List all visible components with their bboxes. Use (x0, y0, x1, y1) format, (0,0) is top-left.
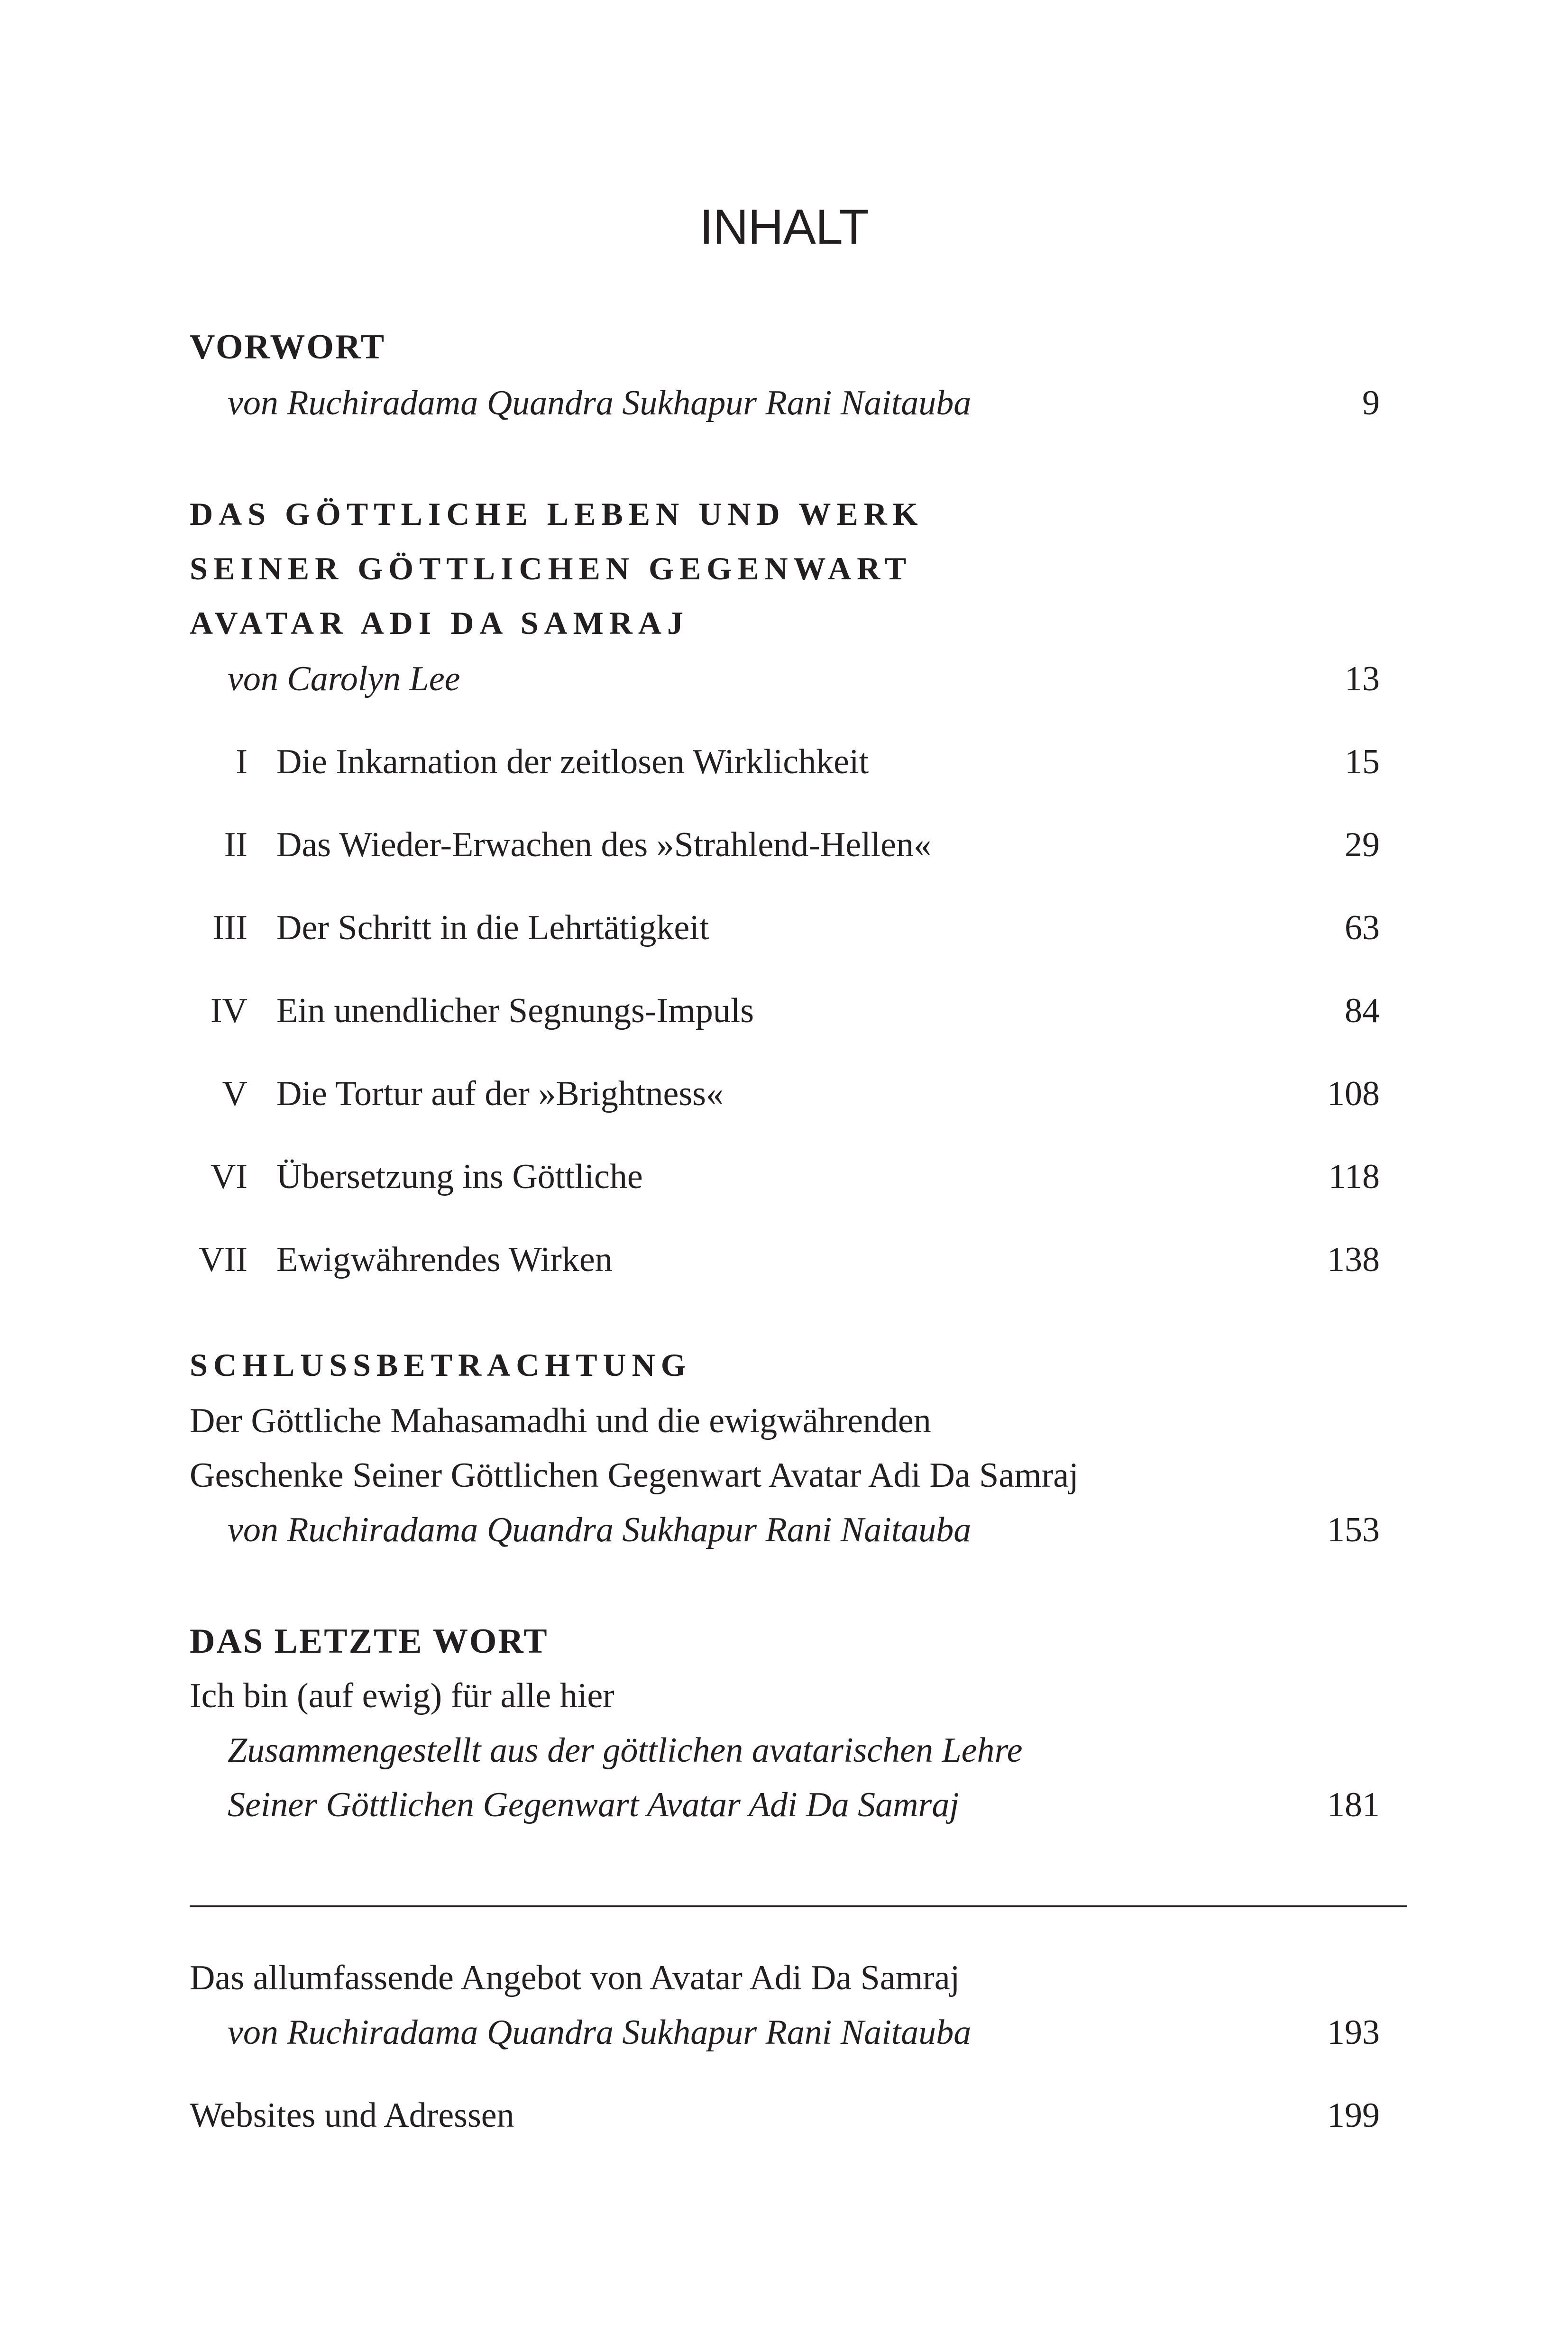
vorwort-page[interactable]: 9 (1362, 384, 1380, 422)
chapter-title[interactable]: Ein unendlicher Segnungs-Impuls (276, 991, 754, 1030)
angebot-author: von Ruchiradama Quandra Sukhapur Rani Naitauba (228, 2013, 972, 2052)
chapter-title[interactable]: Ewigwährendes Wirken (276, 1240, 613, 1279)
section-heading-vorwort: VORWORT (190, 328, 386, 366)
section-heading-leben-line-2: SEINER GÖTTLICHEN GEGENWART (190, 550, 912, 586)
chapter-page[interactable]: 138 (1327, 1240, 1380, 1279)
leben-author: von Carolyn Lee (228, 659, 460, 698)
chapter-title[interactable]: Übersetzung ins Göttliche (276, 1157, 643, 1196)
chapter-numeral: VII (199, 1240, 248, 1279)
leben-page[interactable]: 13 (1345, 659, 1380, 698)
websites-title[interactable]: Websites und Adressen (190, 2096, 514, 2135)
schluss-page[interactable]: 153 (1327, 1510, 1380, 1549)
chapter-page[interactable]: 15 (1345, 742, 1380, 781)
chapter-numeral: I (236, 742, 248, 781)
angebot-page[interactable]: 193 (1327, 2013, 1380, 2052)
chapter-page[interactable]: 63 (1345, 908, 1380, 947)
divider-rule (190, 1905, 1407, 1907)
angebot-title[interactable]: Das allumfassende Angebot von Avatar Adi Da Samraj (190, 1958, 960, 1997)
schluss-author: von Ruchiradama Quandra Sukhapur Rani Naitauba (228, 1510, 972, 1549)
chapter-title[interactable]: Die Tortur auf der »Brightness« (276, 1074, 724, 1113)
letzte-italic-1: Zusammengestellt aus der göttlichen avatarischen Lehre (228, 1731, 1023, 1770)
vorwort-author: von Ruchiradama Quandra Sukhapur Rani Naitauba (228, 384, 972, 422)
chapter-numeral: IV (210, 991, 248, 1030)
schluss-line-1[interactable]: Der Göttliche Mahasamadhi und die ewigwährenden (190, 1401, 931, 1440)
section-heading-letzte: DAS LETZTE WORT (190, 1622, 549, 1661)
section-heading-leben-line-1: DAS GÖTTLICHE LEBEN UND WERK (190, 496, 924, 532)
section-heading-leben-line-3: AVATAR ADI DA SAMRAJ (190, 605, 689, 641)
chapter-numeral: II (224, 825, 248, 864)
schluss-line-2[interactable]: Geschenke Seiner Göttlichen Gegenwart Avatar Adi Da Samraj (190, 1456, 1079, 1495)
chapter-page[interactable]: 118 (1328, 1157, 1380, 1196)
chapter-title[interactable]: Die Inkarnation der zeitlosen Wirklichkeit (276, 742, 869, 781)
chapter-title[interactable]: Der Schritt in die Lehrtätigkeit (276, 908, 709, 947)
chapter-numeral: VI (210, 1157, 248, 1196)
letzte-italic-2: Seiner Göttlichen Gegenwart Avatar Adi Da Samraj (228, 1785, 959, 1824)
websites-page[interactable]: 199 (1327, 2096, 1380, 2135)
chapter-numeral: III (212, 908, 248, 947)
chapter-title[interactable]: Das Wieder-Erwachen des »Strahlend-Hellen« (276, 825, 932, 864)
chapter-numeral: V (222, 1074, 248, 1113)
letzte-line-1[interactable]: Ich bin (auf ewig) für alle hier (190, 1676, 614, 1715)
page-title: INHALT (699, 200, 869, 255)
letzte-page[interactable]: 181 (1327, 1785, 1380, 1824)
chapter-page[interactable]: 108 (1327, 1074, 1380, 1113)
chapter-page[interactable]: 29 (1345, 825, 1380, 864)
section-heading-schluss: SCHLUSSBETRACHTUNG (190, 1347, 692, 1383)
chapter-page[interactable]: 84 (1345, 991, 1380, 1030)
